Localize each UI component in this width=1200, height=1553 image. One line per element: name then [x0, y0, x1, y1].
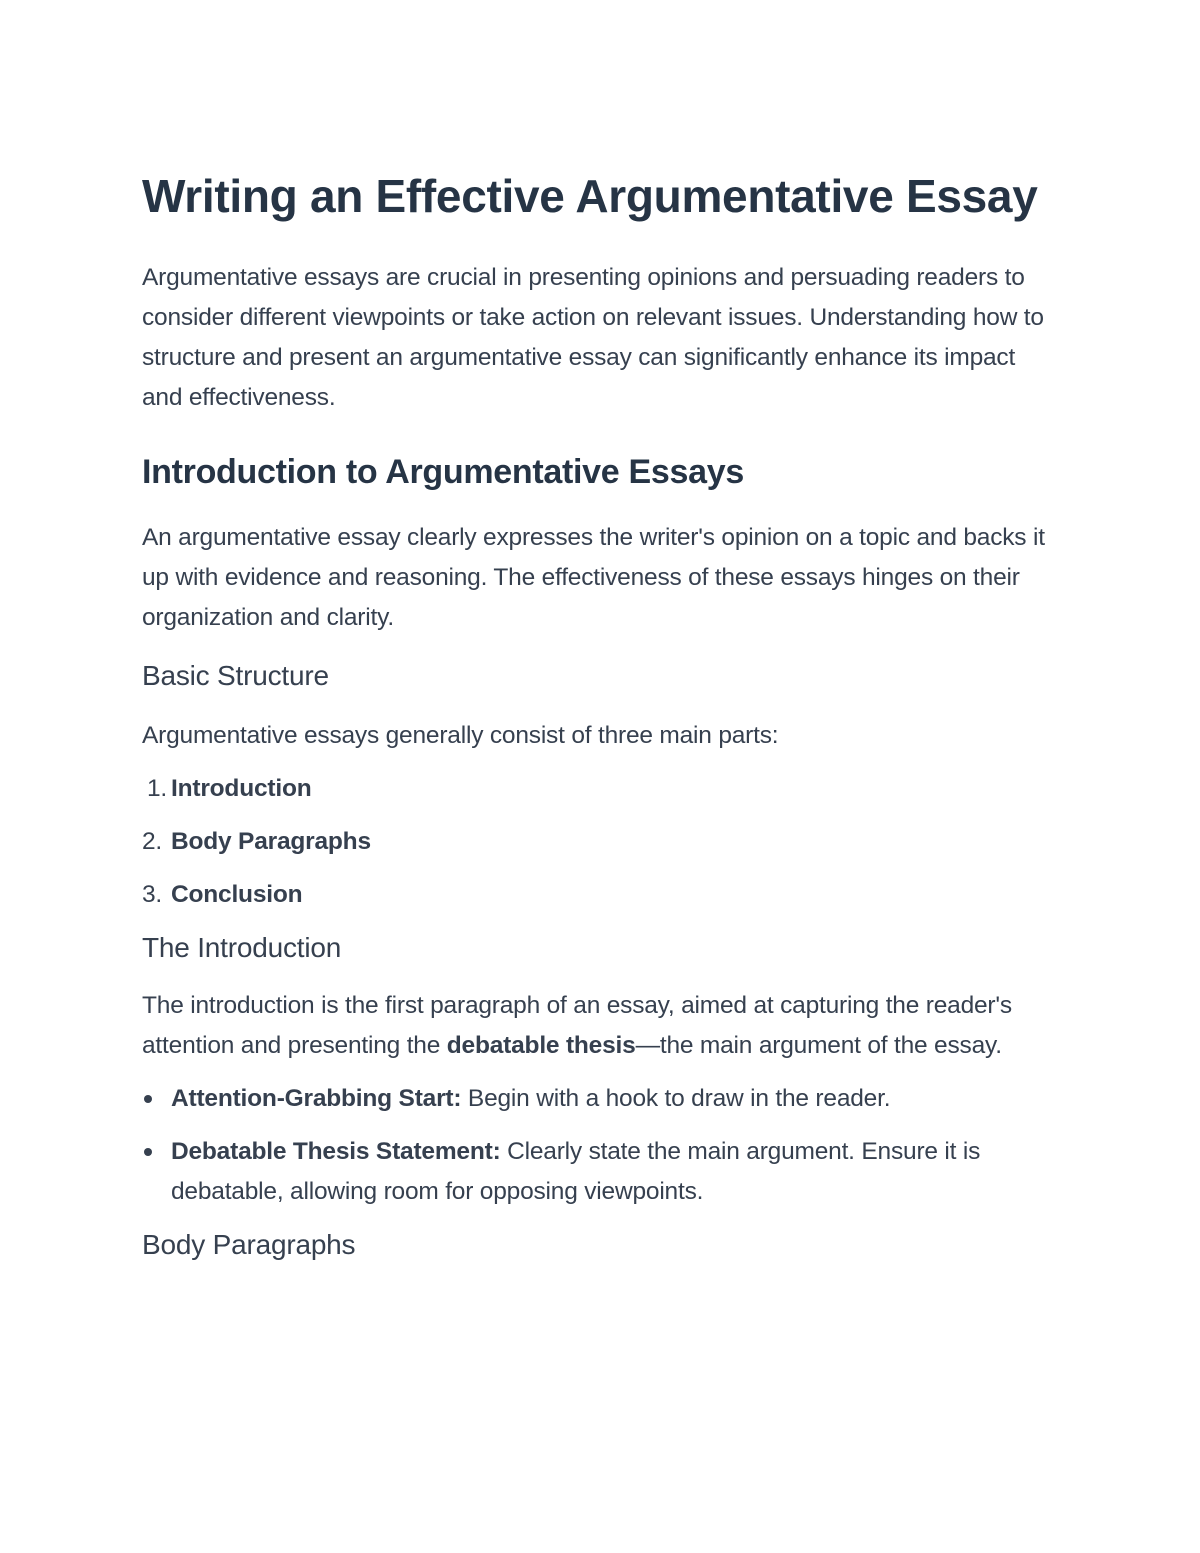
bullet-text: Clearly state the main argument. Ensure it is debatable, allowing room for opposing viewpoints.: [171, 1138, 981, 1205]
structure-paragraph: Argumentative essays generally consist of three main parts:: [142, 722, 779, 749]
structure-list: [142, 769, 1052, 915]
document-content: [142, 165, 1052, 1265]
intro-paragraph: Argumentative essays are crucial in presenting opinions and persuading readers to consider different viewpoints or take action on relevant issues. Understanding how to structure and present an argumentative essay can significantly enhance its impact and effectiveness.: [142, 264, 1044, 411]
bullet-icon: [144, 1148, 152, 1156]
list-item-label: Conclusion: [171, 881, 303, 908]
subheading-basic-structure: Basic Structure: [142, 660, 329, 691]
list-number: 3.: [142, 881, 163, 908]
list-item: [142, 769, 1052, 809]
list-number: 1.: [147, 775, 168, 802]
subheading-the-introduction: The Introduction: [142, 932, 342, 963]
document-title: Writing an Effective Argumentative Essay: [142, 170, 1038, 222]
bullet-term: Attention-Grabbing Start:: [171, 1085, 462, 1112]
list-item-label: Introduction: [171, 775, 312, 802]
list-item: [142, 822, 1052, 862]
bullet-item: [142, 1132, 1052, 1212]
list-item-label: Body Paragraphs: [171, 828, 371, 855]
bullet-term: Debatable Thesis Statement:: [171, 1138, 501, 1165]
section-heading-introduction-to-argumentative-essays: Introduction to Argumentative Essays: [142, 453, 744, 491]
bullet-text: Begin with a hook to draw in the reader.: [461, 1085, 891, 1112]
list-number: 2.: [142, 828, 163, 855]
introduction-text-bold: debatable thesis: [446, 1032, 636, 1059]
introduction-paragraph: [142, 986, 1052, 1066]
bullet-icon: [144, 1095, 152, 1103]
introduction-text-end: —the main argument of the essay.: [635, 1032, 1002, 1059]
bullet-item: [142, 1079, 1052, 1119]
introduction-text-start: The introduction is the first paragraph of an essay, aimed at capturing the reader's attention and presenting the: [142, 992, 1012, 1059]
list-item: [142, 875, 1052, 915]
subheading-body-paragraphs: Body Paragraphs: [142, 1229, 356, 1260]
section-paragraph: An argumentative essay clearly expresses the writer's opinion on a topic and backs it up with evidence and reasoning. The effectiveness of these essays hinges on their organization and clarity.: [142, 524, 1045, 631]
introduction-bullet-list: [142, 1079, 1052, 1212]
